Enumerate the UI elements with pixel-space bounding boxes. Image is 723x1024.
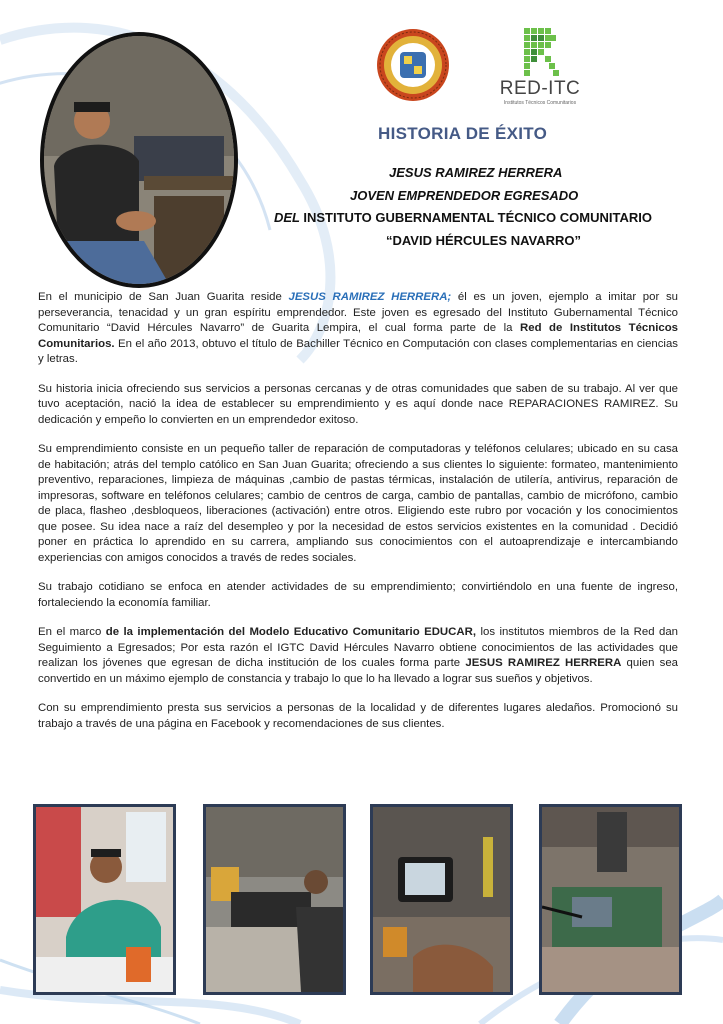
subheading-del: DEL [274,210,300,225]
paragraph-business: Su emprendimiento consiste en un pequeño taller de reparación de computadoras y teléfonos celulares; ubicado en su casa de habitación; atrás del templo católico en San Juan Guarita; ofreciendo a sus clientes lo siguiente: formateo, mantenimiento preventivo, reparaciones, limpieza de máquinas ,cambio de pastas térmicas, instalación de utilería, antivirus, reparación de impresoras, software en teléfonos celulares; cambio de centros de carga, cambio de pantallas, cambio de micrófono, cambio de placa, flasheo ,desbloqueos, liberaciones (activación) entre otros. Eligiendo este rubro por vocación y los conocimientos que posee. Su idea nace a raíz del desempleo y por la necesidad de estos servicios existentes en la comunidad . Decidió poner en práctica lo aprendido en su carrera, ampliando sus conocimientos con el autoaprendizaje e intercambiando experiencias con amigos conocidos a través de redes sociales. [38,443,678,564]
intro-text-b: él es un joven, ejemplo a imitar por su perseverancia, tenacidad y un gran espíritu emprendedor. Este joven es egresado del Instituto Gubernamental Técnico Comunitario “David Hércules Navarro” de Guarita Lempira, el cual forma parte de la [38,291,678,334]
portrait-photo [40,32,238,288]
subheading-role: JOVEN EMPRENDEDOR EGRESADO [350,188,579,203]
intro-text-a: En el municipio de San Juan Guarita reside [38,291,289,303]
subheading-name: JESUS RAMIREZ HERRERA [389,165,563,180]
intro-text-c: En el año 2013, obtuvo el título de Bachiller Técnico en Computación con clases complementarias en ciencias y letras. [38,337,678,365]
paragraph-intro [38,290,678,368]
educar-text-c: quien sea convertido en un máximo ejemplo de constancia y trabajo lo que lo ha llevado a lograr sus sueños y objetivos. [38,657,678,685]
institute-seal-logo [376,28,450,102]
photo-workshop-3 [370,804,513,995]
network-bold: Red de Institutos Técnicos Comunitarios. [38,322,679,350]
educar-text-a: En el marco [38,626,106,638]
photo-workshop-4 [539,804,682,995]
educar-bold: de la implementación del Modelo Educativo Comunitario EDUCAR, [105,626,477,638]
page-title: HISTORIA DE ÉXITO [378,124,548,143]
educar-name-bold: JESUS RAMIREZ HERRERA [465,657,622,669]
paragraph-history: Su historia inicia ofreciendo sus servicios a personas cercanas y de otras comunidades que saben de su trabajo. Al ver que tuvo aceptación, nació la idea de establecer su emprendimiento y es aquí donde nace REPARACIONES RAMIREZ. Su dedicación y empeño lo convierten en un emprendedor exitoso. [38,382,678,426]
highlighted-name: JESUS RAMIREZ HERRERA; [288,291,452,303]
paragraph-daily-work: Su trabajo cotidiano se enfoca en atender actividades de su emprendimiento; convirtiéndolo en una fuente de ingreso, fortaleciendo la economía familiar. [38,581,678,609]
story-body [38,290,678,746]
network-subtitle: Institutos Técnicos Comunitarios [503,100,577,106]
photo-workshop-2 [203,804,346,995]
itc-r-icon [494,26,586,78]
red-itc-logo [494,26,586,108]
paragraph-promotion: Con su emprendimiento presta sus servicios a personas de la localidad y de diferentes lugares aledaños. Promocionó su trabajo a través de una página en Facebook y recomendaciones de sus clientes. [38,702,678,730]
paragraph-educar [38,625,678,687]
subheading-institute-honoree: “DAVID HÉRCULES NAVARRO” [386,233,582,248]
educar-text-b: los institutos miembros de la Red dan Seguimiento a Egresados; Por esta razón el IGTC David Hércules Navarro obtiene conocimientos de las actividades que realizan los jóvenes que egresan de dicha institución de los cuales forma parte [38,626,678,669]
network-name: RED-ITC [499,78,581,99]
subheading-institute [274,210,652,225]
subheading-institute-name: INSTITUTO GUBERNAMENTAL TÉCNICO COMUNITARIO [303,210,652,225]
photo-workshop-1 [33,804,176,995]
